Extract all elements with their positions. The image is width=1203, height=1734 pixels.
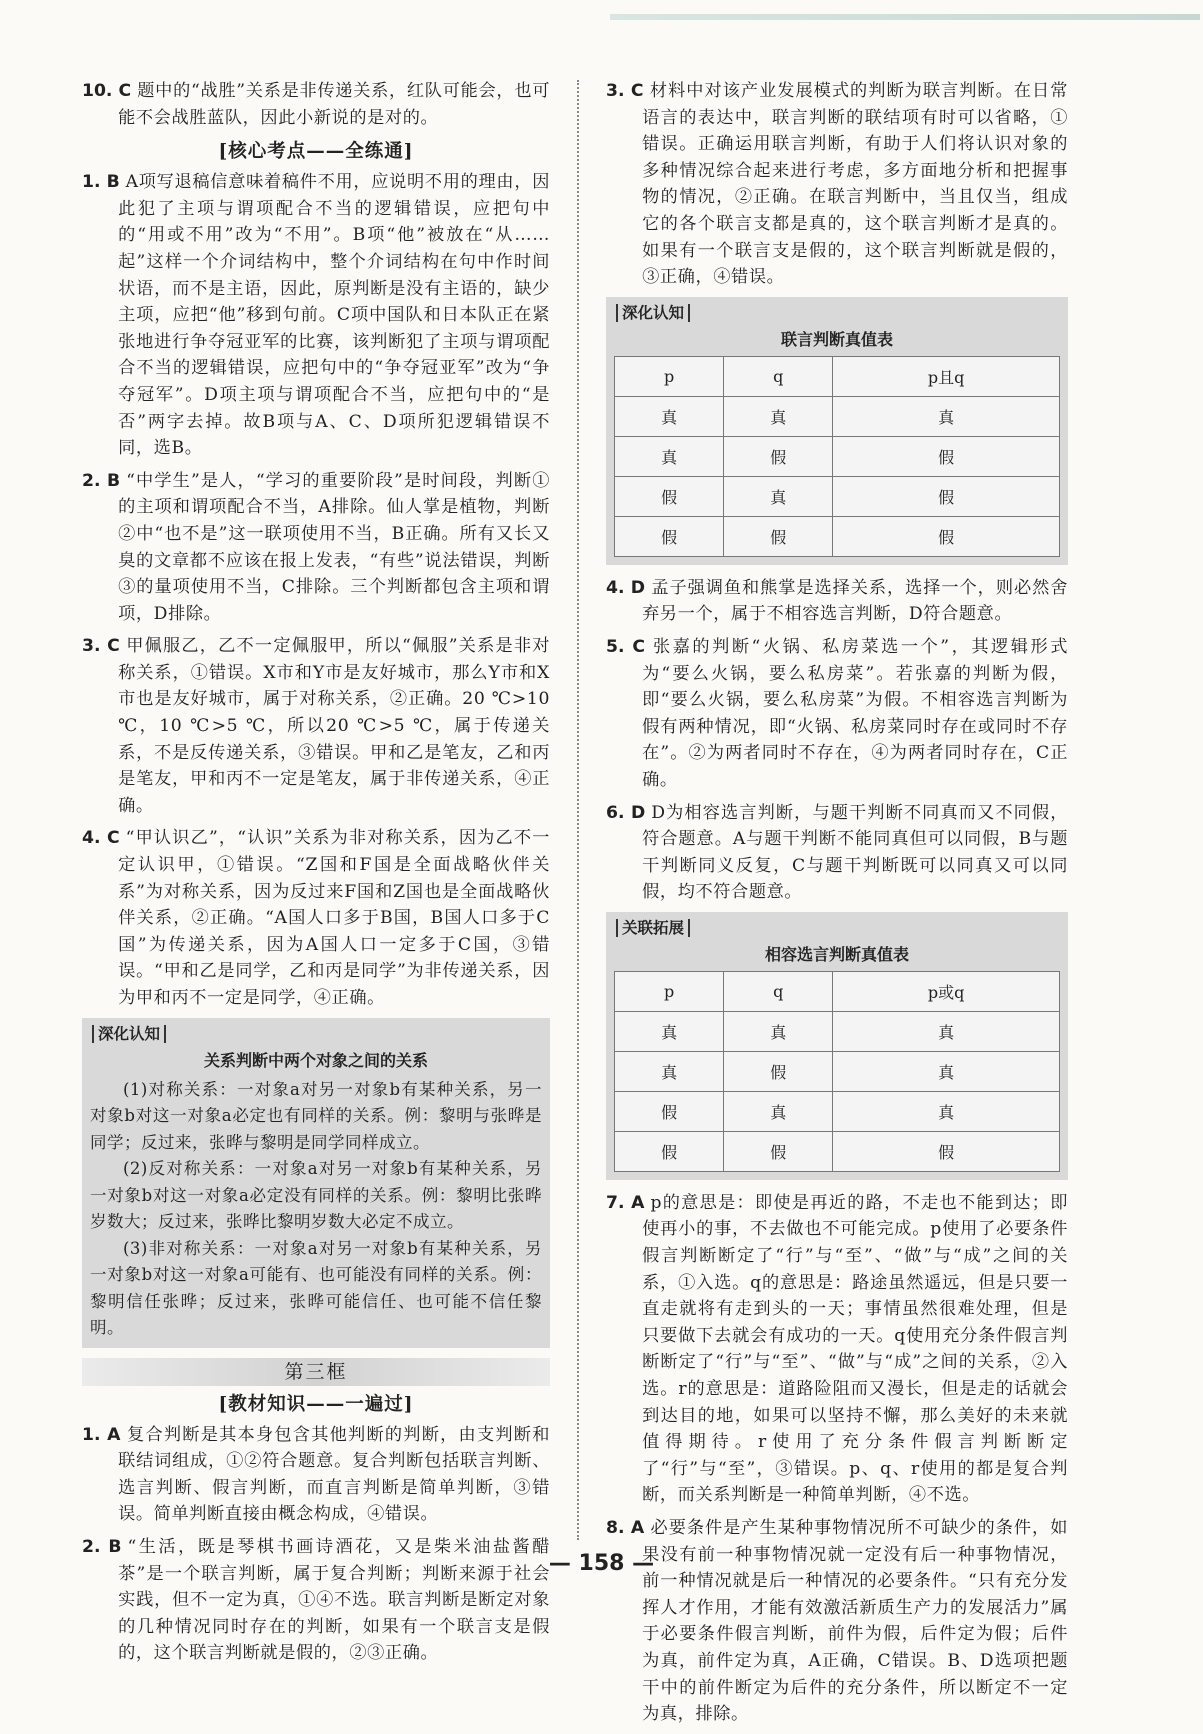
answer-text: “中学生”是人，“学习的重要阶段”是时间段，判断①的主项和谓项配合不当，A排除。仙人掌是植物，判断②中“也不是”这一联项使用不当，B正确。所有又长又臭的文章都不应该在报上发表，“有些”说法错误，判断③的量项使用不当，C排除。三个判断都包含主项和谓项，D排除。 (118, 470, 550, 624)
answer-text: p的意思是：即使是再近的路，不走也不能到达；即使再小的事，不去做也不可能完成。p使用了必要条件假言判断断定了“行”与“至”、“做”与“成”之间的关系，①入选。q的意思是：路途虽然遥远，但是只要一直走就将有走到头的一天；事情虽然很难处理，但是只要做下去就会有成功的一天。q使用充分条件假言判断断定了“行”与“至”、“做”与“成”之间的关系，②入选。r的意思是：道路险阻而又漫长，但是走的话就会到达目的地，如果可以坚持不懈，那么美好的未来就值得期待。r使用了充分条件假言判断断定了“行”与“至”，③错误。p、q、r使用的都是复合判断，而关系判断是一种简单判断，④不选。 (642, 1192, 1068, 1506)
table-cell: 假 (833, 516, 1060, 556)
answer-item (82, 633, 550, 819)
conjunction-truth-table (614, 356, 1060, 557)
table-row (615, 436, 1060, 476)
answer-item (82, 468, 550, 628)
table-title: 相容选言判断真值表 (764, 944, 909, 964)
table-row (615, 1131, 1060, 1171)
answer-text: 孟子强调鱼和熊掌是选择关系，选择一个，则必然舍弃另一个，属于不相容选言判断，D符合题意。 (642, 577, 1068, 625)
answer-item (82, 1422, 550, 1528)
left-column (82, 78, 550, 1673)
table-cell: p且q (833, 356, 1060, 396)
right-column (606, 78, 1068, 1734)
table-cell: q (724, 971, 833, 1011)
table-cell: 真 (724, 1011, 833, 1051)
table-cell: 真 (615, 1051, 724, 1091)
table-cell: 假 (615, 1091, 724, 1131)
box-paragraph: (3)非对称关系：一对象a对另一对象b有某种关系，另一对象b对这一对象a可能有、也可能没有同样的关系。例：黎明信任张晔；反过来，张晔可能信任、也可能不信任黎明。 (90, 1238, 542, 1338)
answer-number: 7. A (606, 1192, 645, 1213)
table-cell: 真 (615, 1011, 724, 1051)
table-title: 联言判断真值表 (780, 329, 893, 349)
box-paragraph: (2)反对称关系：一对象a对另一对象b有某种关系，另一对象b对这一对象a必定没有同样的关系。例：黎明比张晔岁数大；反过来，张晔比黎明岁数大必定不成立。 (90, 1159, 542, 1232)
table-cell: 假 (615, 516, 724, 556)
answer-number: 6. D (606, 802, 646, 823)
answer-number: 4. C (82, 828, 120, 849)
table-cell: 假 (615, 476, 724, 516)
table-header-row (615, 356, 1060, 396)
disjunction-truth-table (614, 971, 1060, 1172)
answer-list (606, 575, 1068, 906)
table-cell: 假 (833, 476, 1060, 516)
answer-text: “甲认识乙”，“认识”关系为非对称关系，因为乙不一定认识甲，①错误。“Z国和F国是全面战略伙伴关系”为对称关系，因为反过来F国和Z国也是全面战略伙伴关系，②正确。“A国人口多于B国，B国人口多于C国”为传递关系，因为A国人口一定多于C国，③错误。“甲和乙是同学，乙和丙是同学”为非传递关系，因为甲和丙不一定是同学，④正确。 (118, 828, 550, 1008)
answer-list (606, 1190, 1068, 1728)
table-cell: 真 (615, 436, 724, 476)
answer-text: “生活，既是琴棋书画诗酒花，又是柴米油盐酱醋茶”是一个联言判断，属于复合判断；判断来源于社会实践，但不一定为真，①④不选。联言判断是断定对象的几种情况同时存在的判断，如果有一个联言支是假的，这个联言判断就是假的，②③正确。 (118, 1536, 550, 1664)
answer-text: 必要条件是产生某种事物情况所不可缺少的条件，如果没有前一种事物情况就一定没有后一种事物情况，前一种情况就是后一种情况的必要条件。“只有充分发挥人才作用，才能有效激活新质生产力的发展活力”属于必要条件假言判断，前件为假，后件定为假；后件为真，前件定为真，A正确，C错误。B、D选项把题干中的前件断定为后件的充分条件，所以断定不一定为真，排除。 (642, 1518, 1068, 1725)
table-cell: 真 (615, 396, 724, 436)
table-cell: 假 (833, 436, 1060, 476)
answer-number: 10. C (82, 81, 132, 101)
table-cell: 真 (833, 396, 1060, 436)
answer-number: 2. B (82, 470, 121, 491)
answer-number: 1. B (82, 172, 120, 193)
table-cell: p或q (833, 971, 1060, 1011)
table-cell: 真 (833, 1051, 1060, 1091)
answer-item (606, 1515, 1068, 1728)
table-cell: 真 (833, 1011, 1060, 1051)
table-row (615, 1011, 1060, 1051)
answer-text: 材料中对该产业发展模式的判断为联言判断。在日常语言的表达中，联言判断的联结项有时可以省略，①错误。正确运用联言判断，有助于人们将认识对象的多种情况综合起来进行考虑，多方面地分析和把握事物的情况，②正确。在联言判断中，当且仅当，组成它的各个联言支都是真的，这个联言判断才是真的。如果有一个联言支是假的，这个联言判断就是假的，③正确，④错误。 (642, 81, 1068, 288)
page-number: — 158 — (548, 1551, 655, 1576)
table-cell: 假 (833, 1131, 1060, 1171)
insight-box (82, 1018, 550, 1348)
box-paragraph: (1)对称关系：一对象a对另一对象b有某种关系，另一对象b对这一对象a必定也有同样的关系。例：黎明与张晔是同学；反过来，张晔与黎明是同学同样成立。 (90, 1079, 542, 1152)
table-cell: 真 (724, 1091, 833, 1131)
answer-number: 3. C (82, 636, 120, 657)
column-divider (577, 80, 579, 1540)
table-cell: 假 (724, 1051, 833, 1091)
table-cell: 真 (724, 476, 833, 516)
table-cell: 假 (615, 1131, 724, 1171)
answer-item (606, 78, 1068, 291)
box-tag: 深化认知 (92, 1022, 542, 1044)
table-row (615, 1051, 1060, 1091)
answer-item (606, 800, 1068, 906)
table-cell: 假 (724, 1131, 833, 1171)
table-cell: q (724, 356, 833, 396)
table-cell: 真 (833, 1091, 1060, 1131)
frame-title: 第三框 (82, 1358, 550, 1386)
answer-text: 题中的“战胜”关系是非传递关系，红队可能会，也可能不会战胜蓝队，因此小新说的是对的。 (118, 81, 551, 128)
answer-text: 张嘉的判断“火锅、私房菜选一个”，其逻辑形式为“要么火锅，要么私房菜”。若张嘉的判断为假，即“要么火锅，要么私房菜”为假。不相容选言判断为假有两种情况，即“火锅、私房菜同时存在或同时不存在”。②为两者同时不存在，④为两者同时存在，C正确。 (642, 636, 1068, 790)
top-decor-bar (610, 14, 1200, 20)
answer-item (82, 78, 550, 131)
table-cell: p (615, 971, 724, 1011)
answer-text: 甲佩服乙，乙不一定佩服甲，所以“佩服”关系是非对称关系，①错误。X市和Y市是友好城市，那么Y市和X市也是友好城市，属于对称关系，②正确。20 ℃>10 ℃，10 ℃>5 ℃，所以20 ℃>5 ℃，属于传递关系，不是反传递关系，③错误。甲和乙是笔友，乙和丙是笔友，甲和丙不一定是笔友，属于非传递关系，④正确。 (118, 636, 550, 816)
answer-list (82, 169, 550, 1011)
truth-table-box (606, 297, 1068, 565)
table-row (615, 516, 1060, 556)
answer-number: 8. A (606, 1518, 645, 1538)
truth-table-box (606, 912, 1068, 1180)
box-tag: 关联拓展 (616, 916, 1060, 938)
answer-text: D为相容选言判断，与题干判断不同真而又不同假，符合题意。A与题干判断不能同真但可以同假，B与题干判断同义反复，C与题干判断既可以同真又可以同假，均不符合题意。 (642, 802, 1068, 903)
answer-item (606, 575, 1068, 628)
answer-number: 3. C (606, 81, 644, 101)
answer-item (82, 825, 550, 1011)
section-heading: [核心考点——全练通] (218, 141, 414, 163)
section-heading: [教材知识——一遍过] (218, 1393, 414, 1415)
table-header-row (615, 971, 1060, 1011)
table-row (615, 476, 1060, 516)
answer-list (82, 1422, 550, 1667)
answer-item (606, 634, 1068, 794)
answer-number: 4. D (606, 577, 646, 598)
answer-number: 1. A (82, 1424, 121, 1445)
answer-item (606, 1190, 1068, 1509)
table-cell: 假 (724, 436, 833, 476)
box-title: 关系判断中两个对象之间的关系 (203, 1050, 428, 1070)
table-row (615, 1091, 1060, 1131)
answer-item (82, 169, 550, 462)
table-row (615, 396, 1060, 436)
table-cell: 假 (724, 516, 833, 556)
table-cell: 真 (724, 396, 833, 436)
answer-text: A项写退稿信意味着稿件不用，应说明不用的理由，因此犯了主项与谓项配合不当的逻辑错误，应把句中的“用或不用”改为“不用”。B项“他”被放在“从……起”这样一个介词结构中，整个介词结构在句中作时间状语，而不是主语，因此，原判断是没有主语的，缺少主项，应把“他”移到句前。C项中国队和日本队正在紧张地进行争夺冠亚军的比赛，该判断犯了主项与谓项配合不当的逻辑错误，应把句中的“争夺冠亚军”改为“争夺冠军”。D项主项与谓项配合不当，应把句中的“是否”两字去掉。故B项与A、C、D项所犯逻辑错误不同，选B。 (118, 172, 550, 459)
answer-number: 5. C (606, 636, 646, 657)
box-tag: 深化认知 (616, 301, 1060, 323)
table-cell: p (615, 356, 724, 396)
answer-text: 复合判断是其本身包含其他判断的判断，由支判断和联结词组成，①②符合题意。复合判断包括联言判断、选言判断、假言判断，而直言判断是简单判断，③错误。简单判断直接由概念构成，④错误。 (118, 1424, 550, 1525)
answer-number: 2. B (82, 1536, 122, 1557)
